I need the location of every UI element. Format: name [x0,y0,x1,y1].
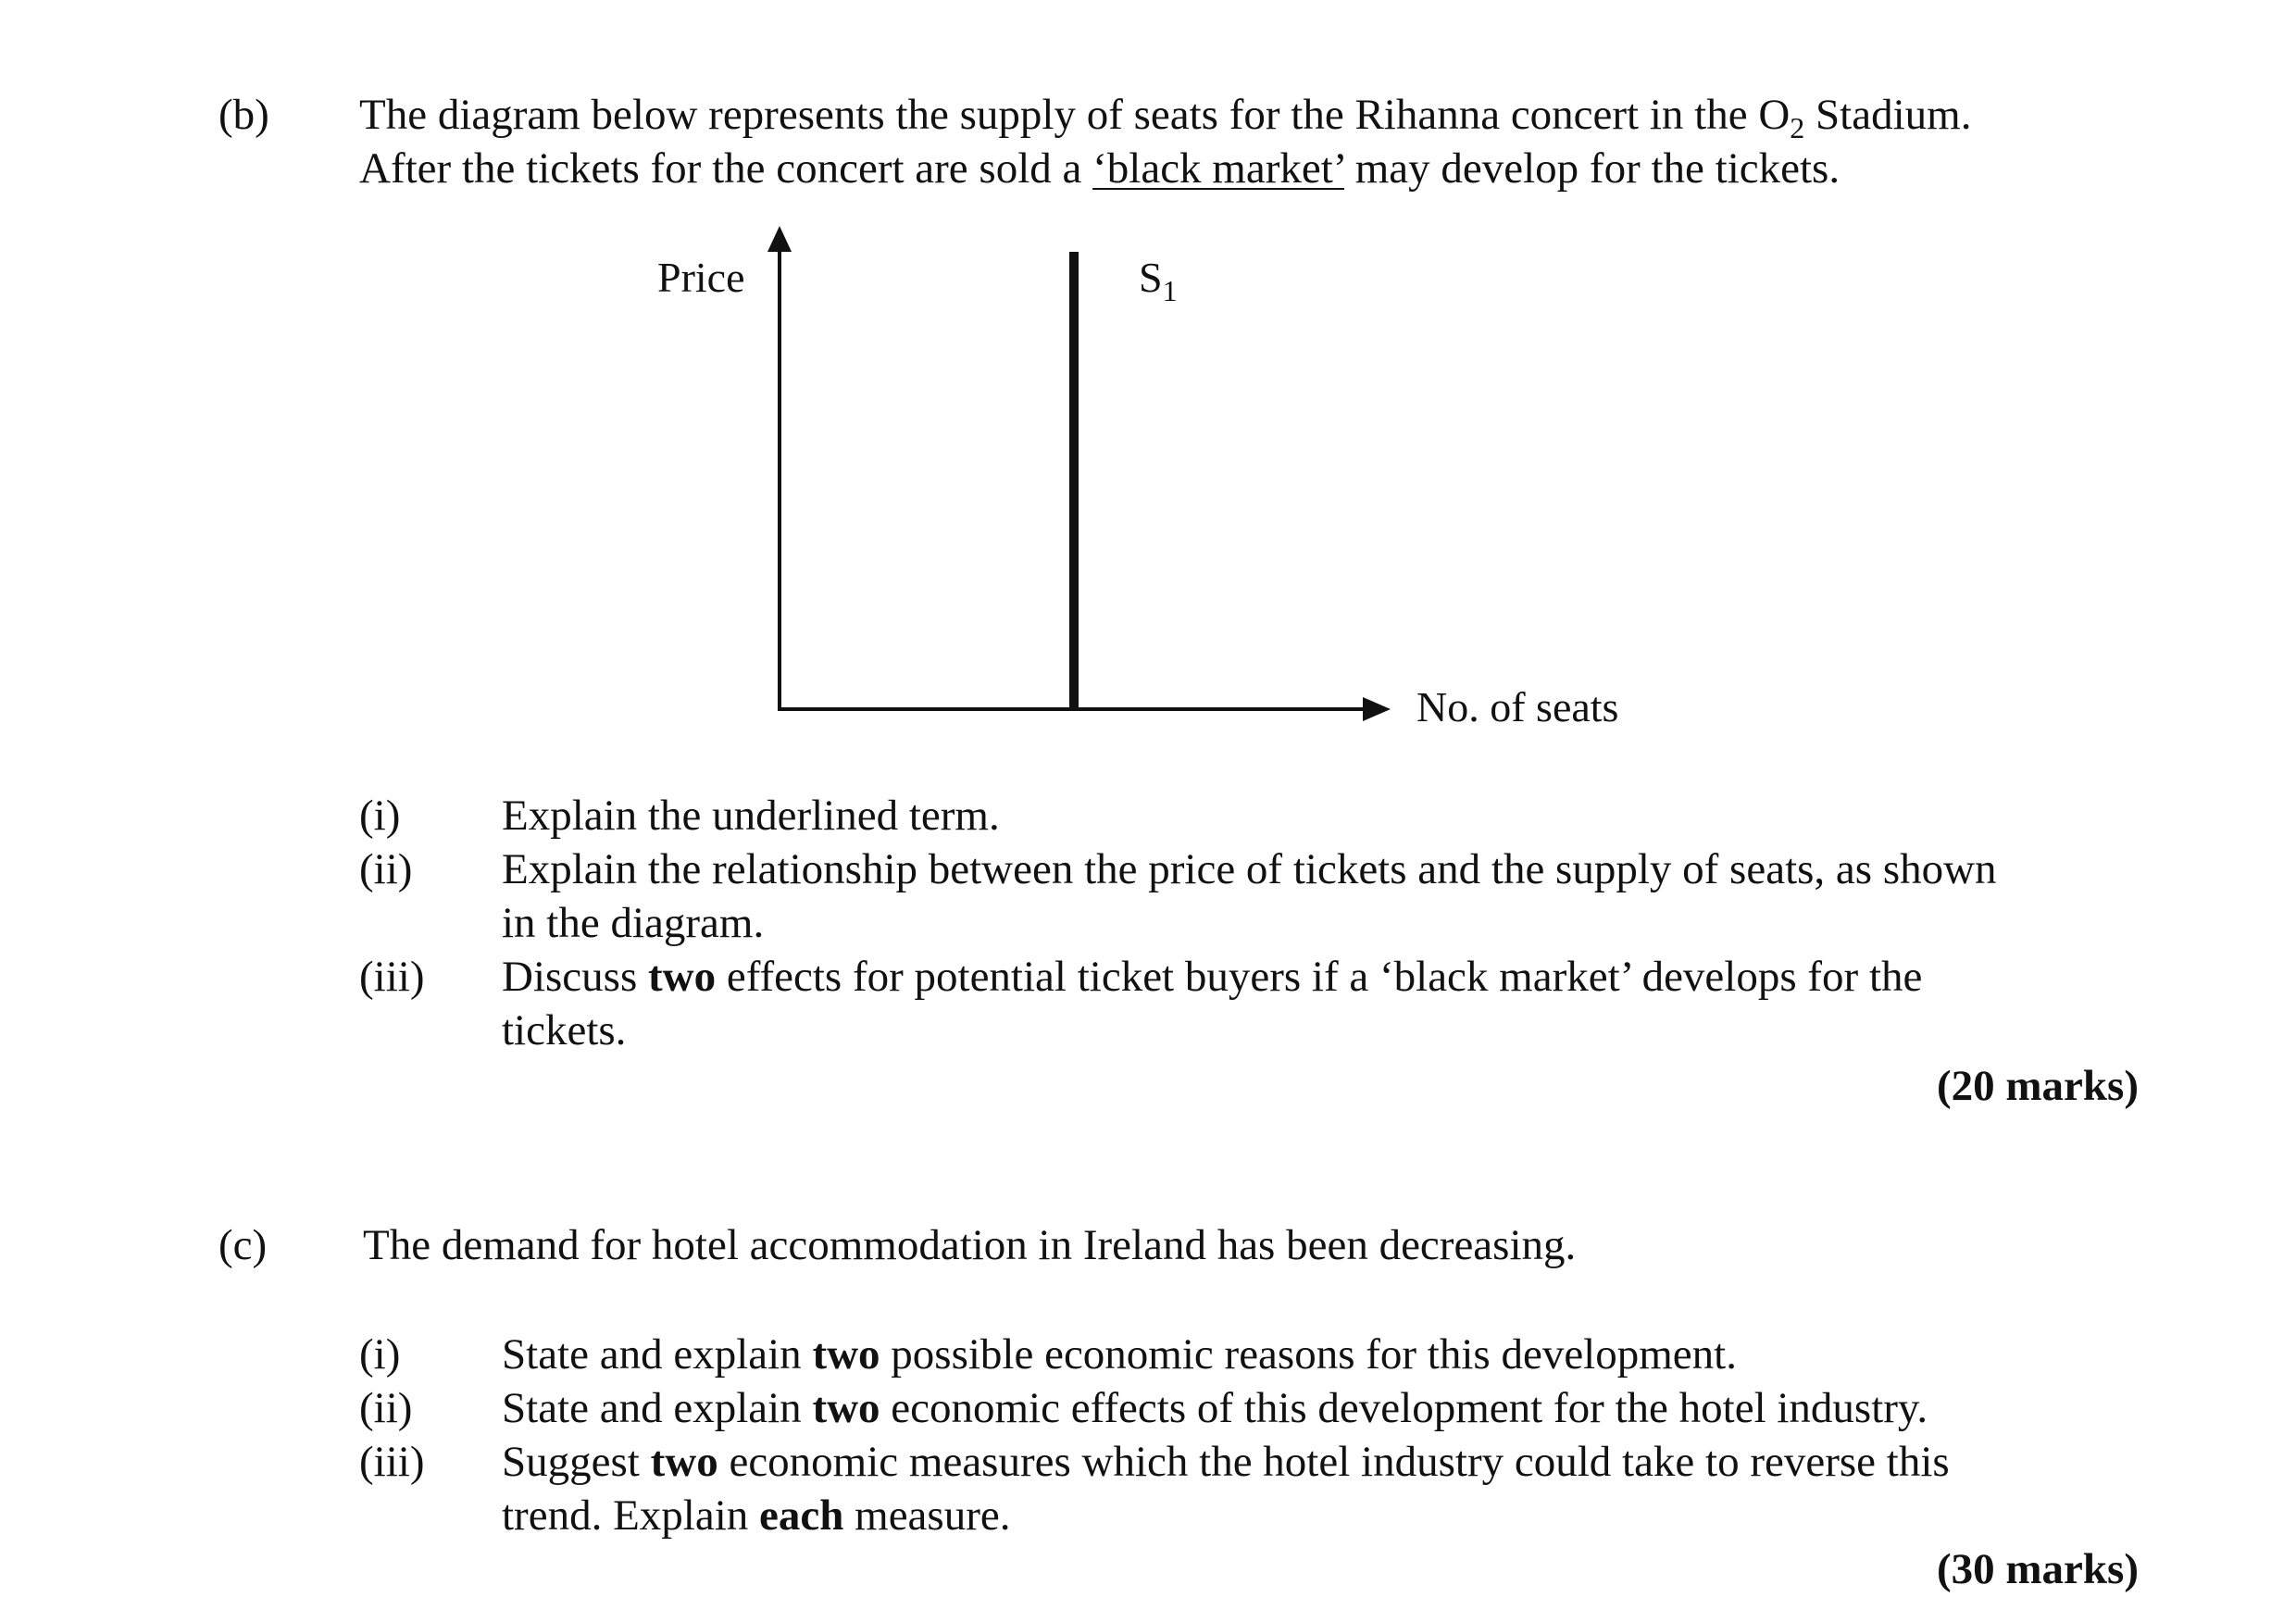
x-axis-label: No. of seats [1416,683,1619,730]
q-c-i-post: possible economic reasons for this development. [880,1330,1737,1379]
supply-label-subscript: 1 [1162,274,1178,307]
q-c-iii-post: economic measures which the hotel industry could take to reverse this [718,1438,1950,1486]
q-c-i-pre: State and explain [502,1330,813,1379]
part-c-marks: (30 marks) [1937,1545,2139,1593]
q-c-iii-line2-bold: each [759,1491,844,1540]
question-c-ii-number: (ii) [359,1384,413,1432]
supply-label-main: S [1139,254,1163,301]
part-b-marks: (20 marks) [1937,1062,2139,1110]
q-b-iii-post: effects for potential ticket buyers if a ‘black market’ develops for the [716,953,1923,1001]
question-b-iii-text-line1 [502,950,1922,1004]
question-b-iii-number: (iii) [359,953,425,1001]
q-c-iii-pre: Suggest [502,1438,651,1486]
question-c-i-number: (i) [359,1330,401,1379]
supply-label [1139,252,1178,307]
part-c-intro: The demand for hotel accommodation in Ireland has been decreasing. [363,1221,1577,1269]
underlined-term: ‘black market’ [1092,144,1344,193]
y-axis-arrow-icon [767,226,792,252]
question-b-i-text: Explain the underlined term. [502,792,1000,840]
o2-subscript: 2 [1790,111,1805,144]
x-axis-arrow-icon [1363,697,1391,721]
question-b-iii-text-line2: tickets. [502,1006,627,1054]
question-b-ii-number: (ii) [359,845,413,893]
question-b-ii-text-line2: in the diagram. [502,899,765,947]
question-c-iii-text-line1 [502,1435,1950,1489]
part-b-intro-line1-end: Stadium. [1804,91,1972,139]
part-b-label: (b) [218,91,269,139]
q-c-iii-line2-post: measure. [843,1491,1011,1540]
q-c-ii-pre: State and explain [502,1384,813,1432]
y-axis-label: Price [657,254,745,301]
question-c-i-text [502,1328,1737,1381]
q-c-iii-bold: two [650,1438,718,1486]
part-b-intro-line2-end: may develop for the tickets. [1343,144,1841,193]
q-c-ii-post: economic effects of this development for the hotel industry. [880,1384,1928,1432]
part-b-intro-line1-text: The diagram below represents the supply of seats for the Rihanna concert in the O [359,91,1791,139]
q-b-iii-pre: Discuss [502,953,648,1001]
q-c-ii-bold: two [812,1384,880,1432]
q-c-iii-line2-pre: trend. Explain [502,1491,760,1540]
q-c-i-bold: two [812,1330,880,1379]
question-b-ii-text-line1: Explain the relationship between the price of tickets and the supply of seats, as shown [502,845,1997,893]
question-c-iii-text-line2 [502,1489,1010,1542]
question-b-i-number: (i) [359,792,401,840]
q-b-iii-bold: two [647,953,717,1001]
question-c-iii-number: (iii) [359,1438,425,1486]
part-c-label: (c) [218,1221,268,1269]
part-b-intro-line2-text: After the tickets for the concert are sold a [359,144,1093,193]
question-c-ii-text [502,1381,1928,1435]
